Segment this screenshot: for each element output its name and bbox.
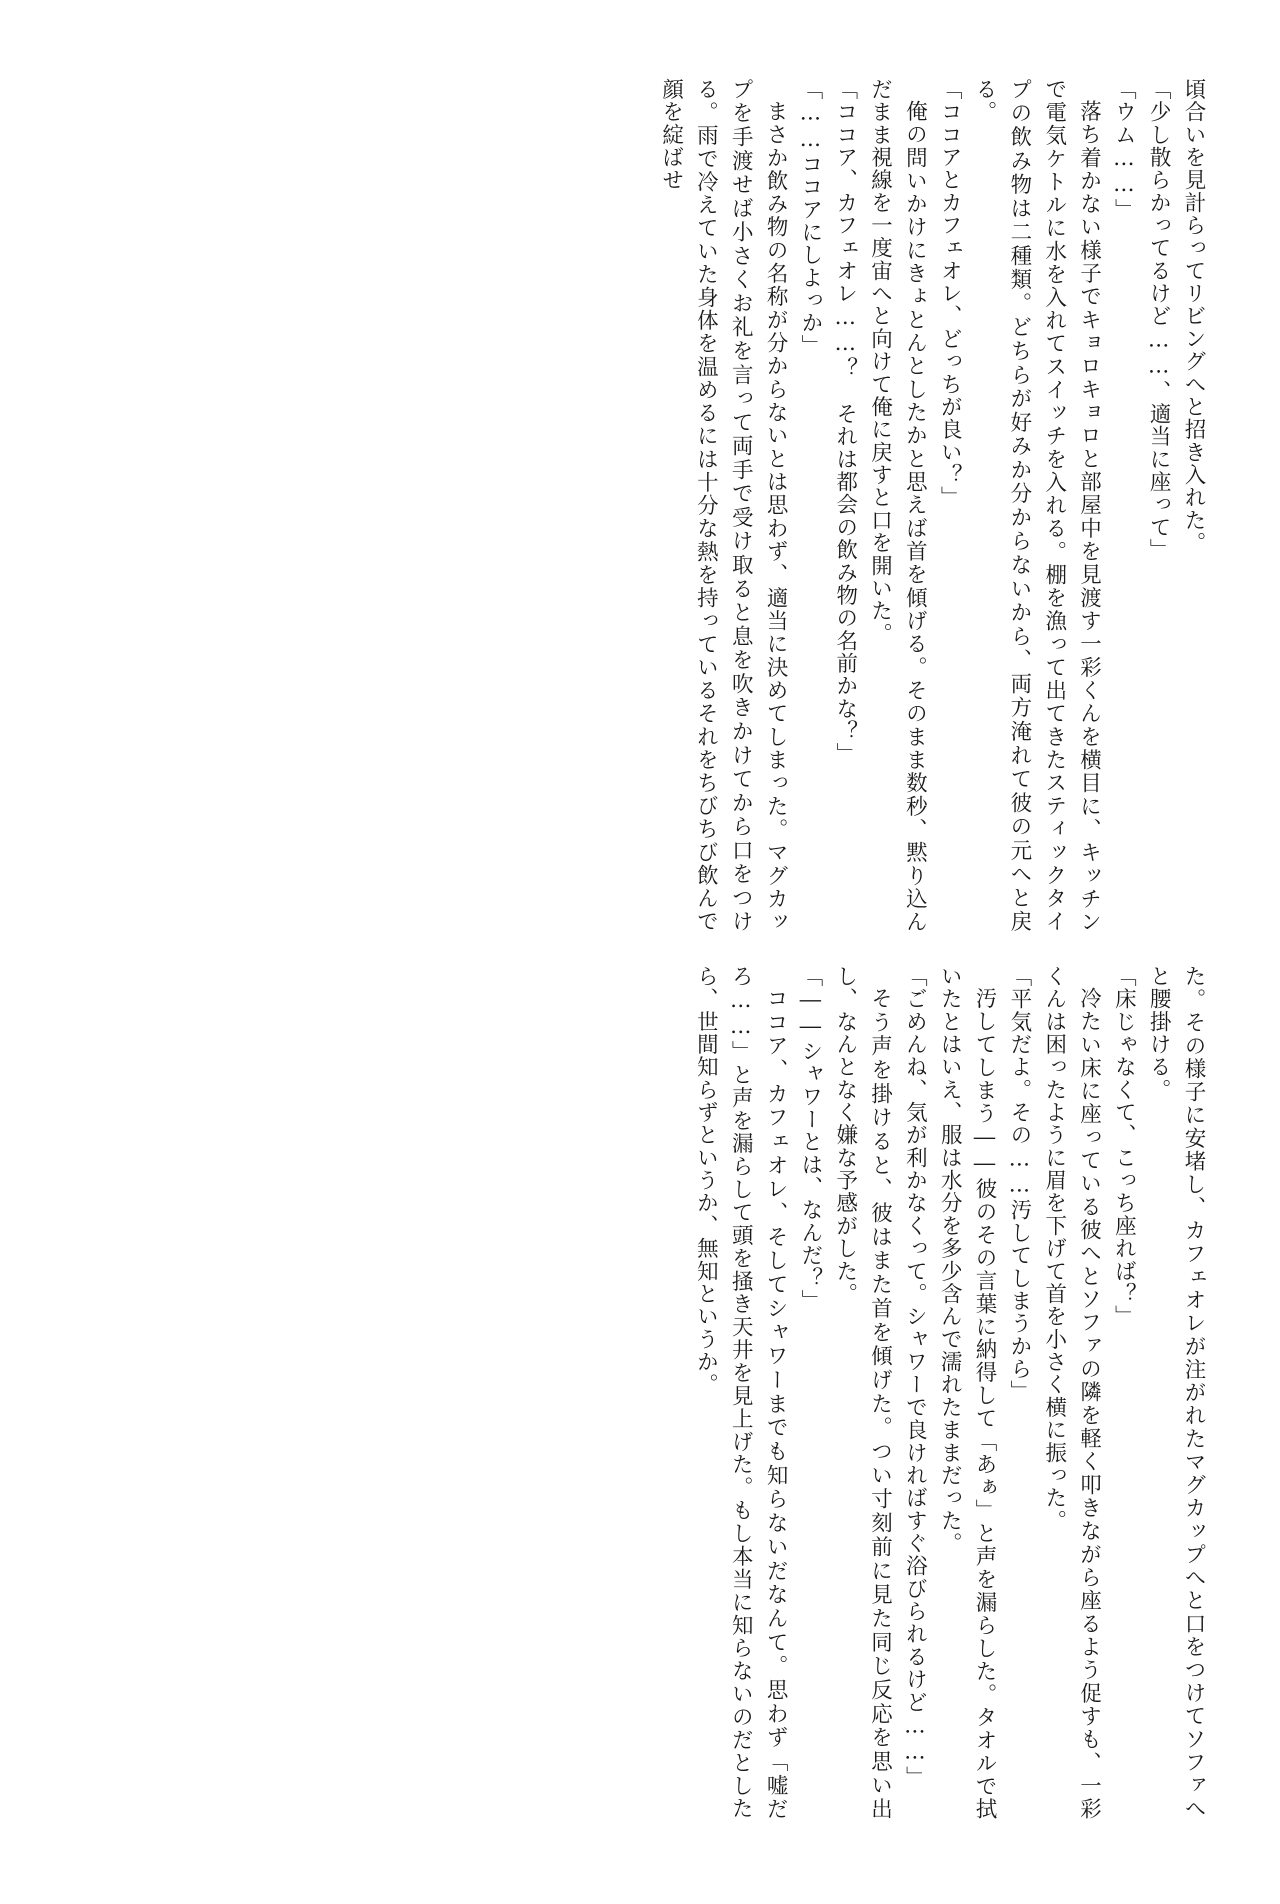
paragraph: 冷たい床に座っている彼へとソファの隣を軽く叩きながら座るよう促すも、一彩くんは困ったように眉を下げて首を小さく横に振った。 [1041, 965, 1102, 1820]
paragraph: 「ウム……」 [1111, 78, 1137, 222]
paragraph: そう声を掛けると、彼はまた首を傾げた。つい寸刻前に見た同じ反応を思い出し、なんとなく嫌な予感がした。 [832, 965, 893, 1820]
paragraph: 「ココアとカフェオレ、どっちが良い？」 [937, 78, 963, 509]
paragraph: ココア、カフェオレ、そしてシャワーまでも知らないだなんて。思わず「嘘だろ……」と声を漏らして頭を掻き天井を見上げた。もし本当に知らないのだとしたら、世間知らずというか、無知というか。 [693, 965, 789, 1820]
paragraph: 頃合いを見計らってリビングへと招き入れた。 [1181, 78, 1206, 555]
paragraph: 俺の問いかけにきょとんとしたかと思えば首を傾げる。そのまま数秒、黙り込んだまま視線を一度宙へと向けて俺に戻すと口を開いた。 [867, 78, 928, 933]
paragraph: 「平気だよ。その……汚してしまうから」 [1006, 965, 1032, 1403]
paragraph: 「ごめんね、気が利かなくって。シャワーで良ければすぐ浴びられるけど……」 [902, 965, 928, 1789]
text-block-top [70, 78, 1210, 933]
paragraph: た。その様子に安堵し、カフェオレが注がれたマグカップへと口をつけてソファへと腰掛ける。 [1146, 965, 1206, 1820]
paragraph: 汚してしまう――彼のその言葉に納得して「あぁ」と声を漏らした。タオルで拭いたとはいえ、服は水分を多少含んで濡れたままだった。 [937, 965, 998, 1820]
paragraph: 「少し散らかってるけど……、適当に座って」 [1146, 78, 1172, 562]
paragraph: 「――シャワーとは、なんだ？」 [797, 965, 823, 1313]
paragraph: 「……ココアにしよっか」 [797, 78, 823, 358]
paragraph: 「ココア、カフェオレ……？ それは都会の飲み物の名前かな？」 [832, 78, 858, 766]
text-block-bottom [70, 965, 1210, 1820]
paragraph: 落ち着かない様子でキョロキョロと部屋中を見渡す一彩くんを横目に、キッチンで電気ケトルに水を入れてスイッチを入れる。棚を漁って出てきたスティックタイプの飲み物は二種類。どちらが好みか分からないから、両方淹れて彼の元へと戻る。 [972, 78, 1102, 933]
paragraph: まさか飲み物の名称が分からないとは思わず、適当に決めてしまった。マグカップを手渡せば小さくお礼を言って両手で受け取ると息を吹きかけてから口をつける。雨で冷えていた身体を温めるには十分な熱を持っているそれをちびちび飲んで顔を綻ばせ [658, 78, 789, 933]
paragraph: 「床じゃなくて、こっち座れば？」 [1111, 965, 1137, 1328]
